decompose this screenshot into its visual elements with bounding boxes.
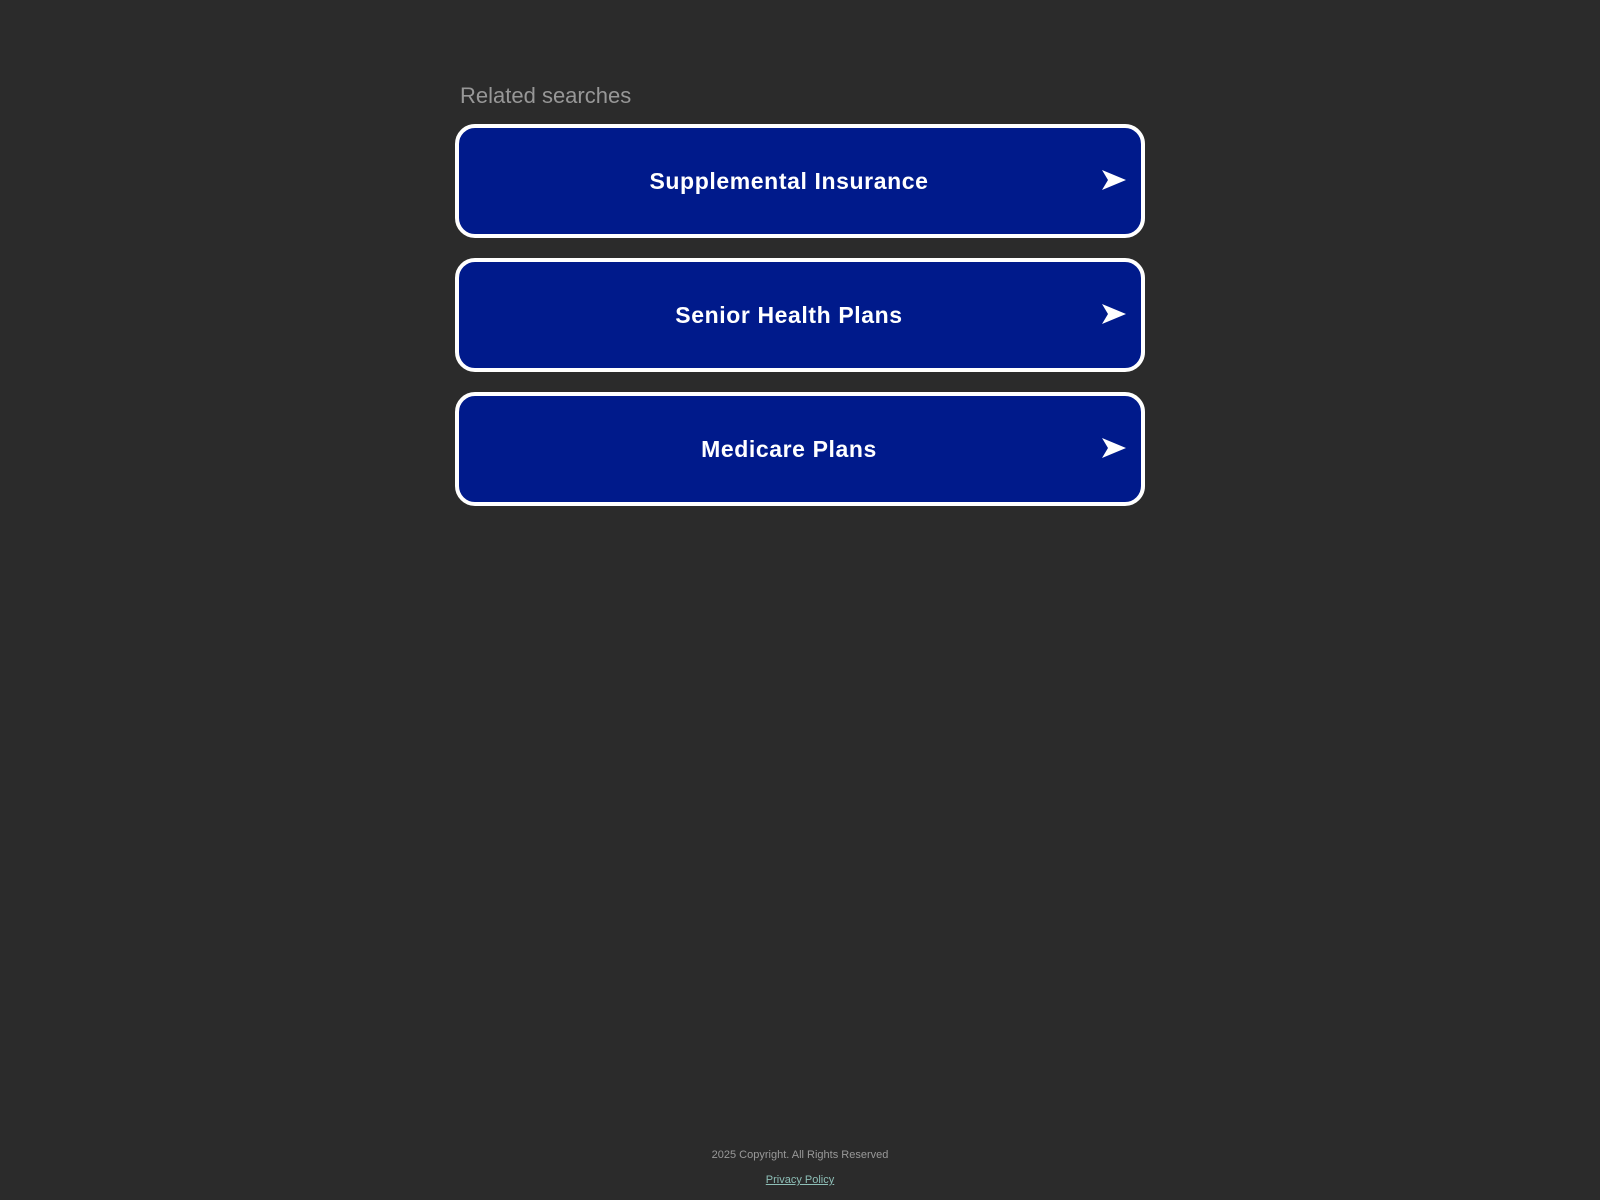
search-link-supplemental-insurance[interactable]	[455, 124, 1145, 238]
search-link-senior-health-plans[interactable]	[455, 258, 1145, 372]
search-link-label: Supplemental Insurance	[649, 167, 929, 194]
search-link-medicare-plans[interactable]	[455, 392, 1145, 506]
arrow-right-icon	[1102, 304, 1126, 324]
search-link-label: Medicare Plans	[701, 435, 877, 462]
arrow-right-icon	[1102, 438, 1126, 458]
related-searches-heading: Related searches	[460, 83, 632, 108]
copyright-text: 2025 Copyright. All Rights Reserved	[711, 1149, 889, 1161]
search-link-label: Senior Health Plans	[675, 301, 903, 328]
arrow-right-icon	[1102, 170, 1126, 190]
privacy-policy-link[interactable]: Privacy Policy	[765, 1174, 835, 1186]
footer	[0, 1147, 1600, 1188]
related-searches-section	[455, 82, 1145, 506]
related-searches-list	[455, 124, 1145, 506]
